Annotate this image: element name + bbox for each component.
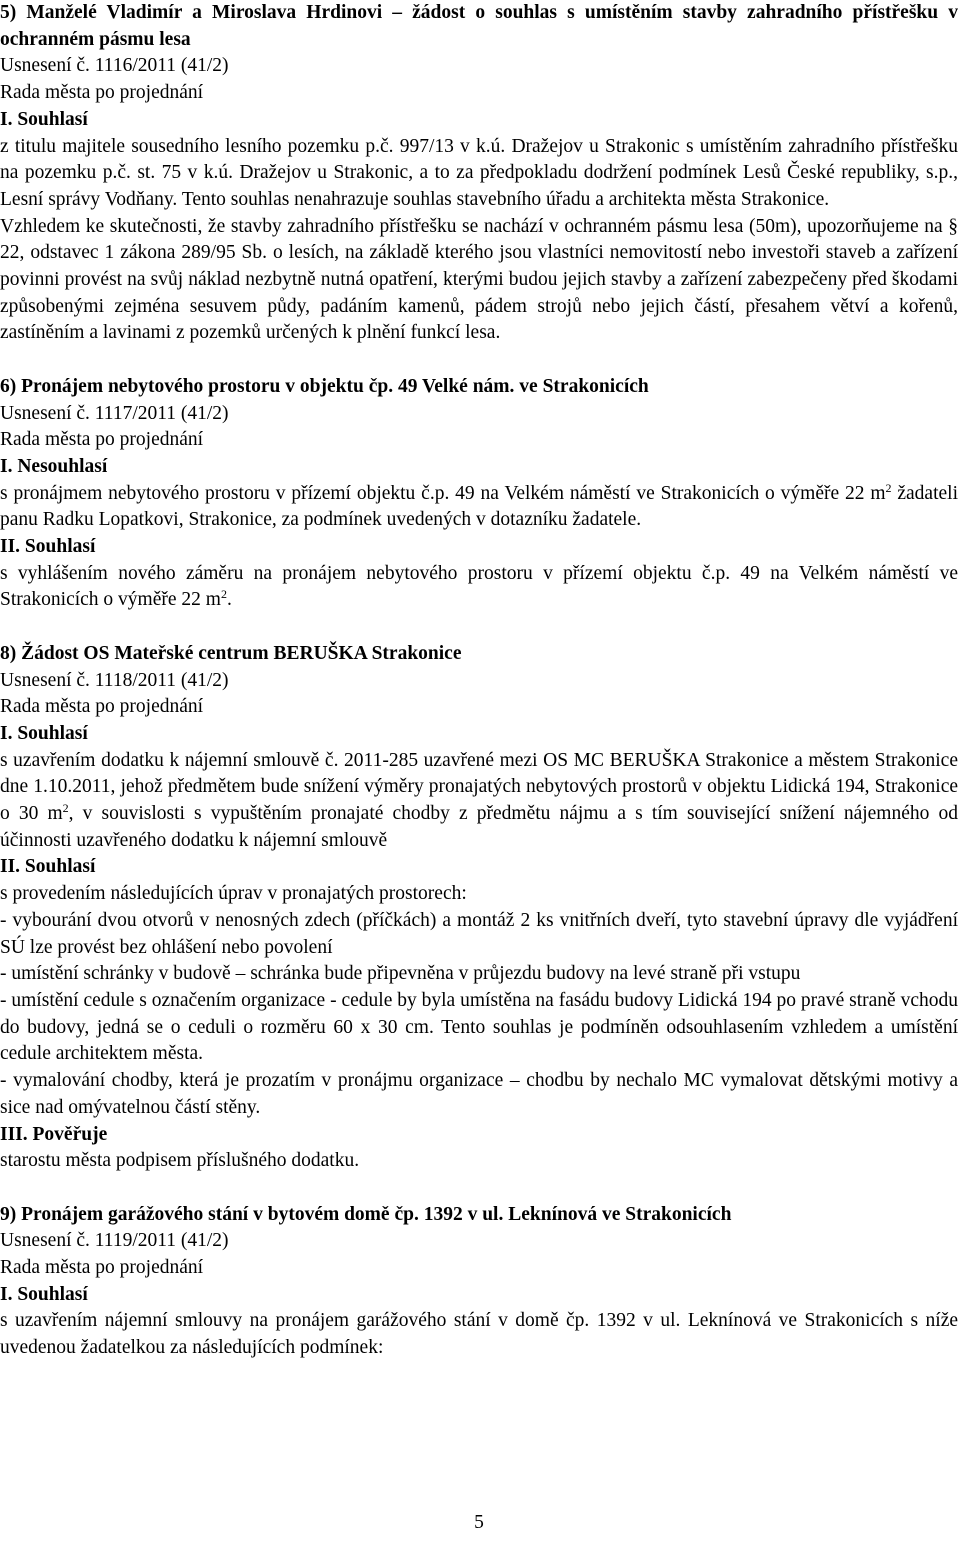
resolution-number: Usnesení č. 1117/2011 (41/2)	[0, 402, 229, 424]
resolution-number: Usnesení č. 1116/2011 (41/2)	[0, 55, 229, 77]
decision-label: I. Souhlasí	[0, 722, 88, 744]
section-8	[0, 641, 958, 1175]
list-item: - umístění cedule s označením organizace - cedule by byla umístěna na fasádu budovy Lidická 194 po pravé straně vchodu do budovy, jedná se o ceduli o rozměru 60 x 30 cm. Tento souhlas je podmíněn odsouhlasením vzhledem a umístění cedule architektem města.	[0, 989, 958, 1065]
council-line: Rada města po projednání	[0, 82, 204, 104]
page-number: 5	[474, 1512, 484, 1533]
section-heading: 6) Pronájem nebytového prostoru v objektu čp. 49 Velké nám. ve Strakonicích	[0, 375, 649, 397]
decision-label: II. Souhlasí	[0, 856, 96, 878]
list-item: - vybourání dvou otvorů v nenosných zdech (příčkách) a montáž 2 ks vnitřních dveří, tyto stavební úpravy dle vyjádření SÚ lze provést bez ohlášení nebo povolení	[0, 909, 958, 958]
resolution-number: Usnesení č. 1118/2011 (41/2)	[0, 669, 229, 691]
decision-text: s pronájmem nebytového prostoru v přízemí objektu č.p. 49 na Velkém náměstí ve Strakonicích o výměře 22 $m^2$ žadateli panu Radku Lopatkovi, Strakonice, za podmínek uvedených v dotazníku žadatele.	[0, 480, 958, 531]
section-heading: 8) Žádost OS Mateřské centrum BERUŠKA Strakonice	[0, 642, 462, 664]
decision-label: I. Nesouhlasí	[0, 455, 108, 477]
decision-text: s uzavřením nájemní smlouvy na pronájem garážového stání v domě čp. 1392 v ul. Leknínová ve Strakonicích s níže uvedenou žadatelkou za následujících podmínek:	[0, 1310, 958, 1359]
decision-intro: s provedením následujících úprav v pronajatých prostorech:	[0, 883, 467, 905]
section-heading: 5) Manželé Vladimír a Miroslava Hrdinovi – žádost o souhlas s umístěním stavby zahradního přístřešku v ochranném pásmu lesa	[0, 2, 958, 50]
council-line: Rada města po projednání	[0, 429, 204, 451]
decision-label: III. Pověřuje	[0, 1123, 108, 1145]
section-6	[0, 374, 958, 614]
list-item: - umístění schránky v budově – schránka bude připevněna v průjezdu budovy na levé straně při vstupu	[0, 963, 801, 985]
council-line: Rada města po projednání	[0, 1257, 204, 1278]
section-9	[0, 1202, 958, 1362]
decision-text: s uzavřením dodatku k nájemní smlouvě č. 2011-285 uzavřené mezi OS MC BERUŠKA Strakonice a městem Strakonice dne 1.10.2011, jehož předmětem bude snížení výměry pronajatých nebytových prostorů v objektu Lidická 194, Strakonice o 30 $m^2$, v souvislosti s vypuštěním pronajaté chodby z předmětu nájmu a s tím související snížení nájemného od účinnosti uzavřeného dodatku k nájemní smlouvě	[0, 749, 958, 851]
legal-note: Vzhledem ke skutečnosti, že stavby zahradního přístřešku se nachází v ochranném pásmu lesa (50m), upozorňujeme na § 22, odstavec 1 zákona 289/95 Sb. o lesích, na základě kterého jsou vlastníci nemovitostí nebo investoři staveb a zařízení povinni provést na svůj náklad nezbytně nutná opatření, kterými budou jejich stavby a zařízení zabezpečeny před škodami způsobenými zejména sesuvem půdy, padáním kamenů, pádem strojů nebo jejich částí, přesahem větví a kořenů, zastíněním a lavinami z pozemků určených k plnění funkcí lesa.	[0, 215, 958, 344]
resolution-number: Usnesení č. 1119/2011 (41/2)	[0, 1230, 229, 1252]
decision-text: s vyhlášením nového záměru na pronájem nebytového prostoru v přízemí objektu č.p. 49 na Velkém náměstí ve Strakonicích o výměře 22 $m^2$.	[0, 562, 958, 611]
decision-text: z titulu majitele sousedního lesního pozemku p.č. 997/13 v k.ú. Dražejov u Strakonic s umístěním zahradního přístřešku na pozemku p.č. st. 75 v k.ú. Dražejov u Strakonic, a to za předpokladu dodržení podmínek Lesů České republiky, s.p., Lesní správy Vodňany. Tento souhlas nenahrazuje souhlas stavebního úřadu a architekta města Strakonice.	[0, 135, 958, 210]
section-heading: 9) Pronájem garážového stání v bytovém domě čp. 1392 v ul. Leknínová ve Strakonicích	[0, 1203, 732, 1225]
list-item: - vymalování chodby, která je prozatím v pronájmu organizace – chodbu by nechalo MC vymalovat dětskými motivy a sice nad omývatelnou částí stěny.	[0, 1070, 958, 1118]
council-line: Rada města po projednání	[0, 696, 204, 718]
section-5	[0, 0, 958, 347]
decision-label: II. Souhlasí	[0, 536, 96, 558]
decision-label: I. Souhlasí	[0, 108, 88, 130]
decision-text: starostu města podpisem příslušného dodatku.	[0, 1150, 360, 1172]
decision-label: I. Souhlasí	[0, 1283, 88, 1305]
